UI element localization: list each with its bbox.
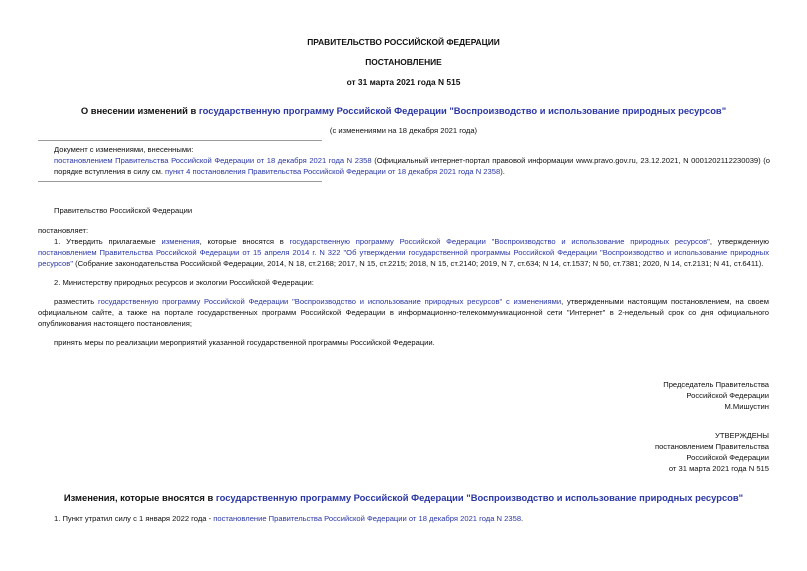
changes-link[interactable]: изменения [161, 237, 200, 246]
changes-box-top-rule [38, 140, 322, 141]
approved-block [469, 430, 769, 474]
item1-text: 1. Пункт утратил силу с 1 января 2022 года - [54, 514, 214, 523]
paragraph-3 [38, 296, 769, 329]
changes-box-source: (Официальный интернет-портал правовой информации www.pravo.gov.ru, 23.12.2021, N 0001202112230039) (о порядке вступления в силу см. [54, 156, 771, 176]
resolution-322-link[interactable]: постановлением Правительства Российской Федерации от 15 апреля 2014 г. N 322 "Об утверждении государственной программы Российской Федерации "Воспроизводство и использование природных ресурсов" [38, 248, 769, 268]
p1-text-4: (Собрание законодательства Российской Федерации, 2014, N 18, ст.2168; 2017, N 15, ст.2215; 2018, N 15, ст.2140; 2019, N 7, ст.634; N 14, ст.1537; N 50, ст.7381; 2020, N 14, ст.2131; N 41, ст.6411). [73, 259, 764, 268]
changes-item-1 [54, 513, 770, 524]
government-line: Правительство Российской Федерации [54, 206, 193, 215]
approved-by: постановлением Правительства [654, 442, 769, 451]
changes-title-program-link[interactable]: государственную программу Российской Федерации "Воспроизводство и использование природных ресурсов" [215, 492, 744, 503]
document-title [0, 104, 807, 117]
approved-date: от 31 марта 2021 года N 515 [668, 464, 769, 473]
program-link[interactable]: государственную программу Российской Федерации "Воспроизводство и использование природных ресурсов" [289, 237, 710, 246]
changes-box-end: ). [500, 167, 505, 176]
p1-text-3: , утвержденную [709, 237, 769, 246]
approved-country: Российской Федерации [686, 453, 769, 462]
signature-block [469, 379, 769, 412]
resolves-line: постановляет: [38, 226, 89, 235]
program-with-changes-link[interactable]: государственную программу Российской Федерации "Воспроизводство и использование природных ресурсов" с изменениями [98, 297, 562, 306]
revision-note: (с изменениями на 18 декабря 2021 года) [329, 126, 478, 135]
signature-country: Российской Федерации [686, 391, 769, 400]
document-type: ПОСТАНОВЛЕНИЕ [365, 57, 442, 67]
p3-text-2: , утвержденными настоящим постановлением, на своем официальном сайте, а также на портале государственных программ Российской Федерации в информационно-телекоммуникационной сети "Интернет" в 2-недельный срок со дня официального опубликования настоящего постановления; [38, 297, 770, 328]
paragraph-1 [38, 236, 769, 269]
signature-name: М.Мишустин [724, 402, 769, 411]
p1-text-2: , которые вносятся в [199, 237, 290, 246]
point4-link[interactable]: пункт 4 постановления Правительства Российской Федерации от 18 декабря 2021 года N 2358 [165, 167, 501, 176]
signature-position: Председатель Правительства [663, 380, 769, 389]
amending-resolution-link[interactable]: постановлением Правительства Российской Федерации от 18 декабря 2021 года N 2358 [54, 156, 372, 165]
p3-text-1: разместить [54, 297, 99, 306]
changes-title-prefix: Изменения, которые вносятся в [63, 492, 216, 503]
government-heading: ПРАВИТЕЛЬСТВО РОССИЙСКОЙ ФЕДЕРАЦИИ [307, 37, 500, 47]
title-prefix: О внесении изменений в [80, 105, 199, 116]
item1-resolution-link[interactable]: постановление Правительства Российской Федерации от 18 декабря 2021 года N 2358 [213, 514, 522, 523]
paragraph-4: принять меры по реализации мероприятий указанной государственной программы Российской Федерации. [54, 338, 435, 347]
changes-box-text [54, 155, 770, 177]
changes-box-intro: Документ с изменениями, внесенными: [54, 145, 194, 154]
approved-heading: УТВЕРЖДЕНЫ [715, 431, 769, 440]
p1-text-1: 1. Утвердить прилагаемые [54, 237, 162, 246]
item1-end: . [521, 514, 524, 523]
changes-title [0, 491, 807, 504]
changes-box-bottom-rule [38, 181, 322, 182]
paragraph-2: 2. Министерству природных ресурсов и экологии Российской Федерации: [54, 278, 314, 287]
changes-box [54, 144, 770, 177]
document-date-number: от 31 марта 2021 года N 515 [346, 77, 461, 87]
title-program-link[interactable]: государственную программу Российской Федерации "Воспроизводство и использование природных ресурсов" [198, 105, 727, 116]
